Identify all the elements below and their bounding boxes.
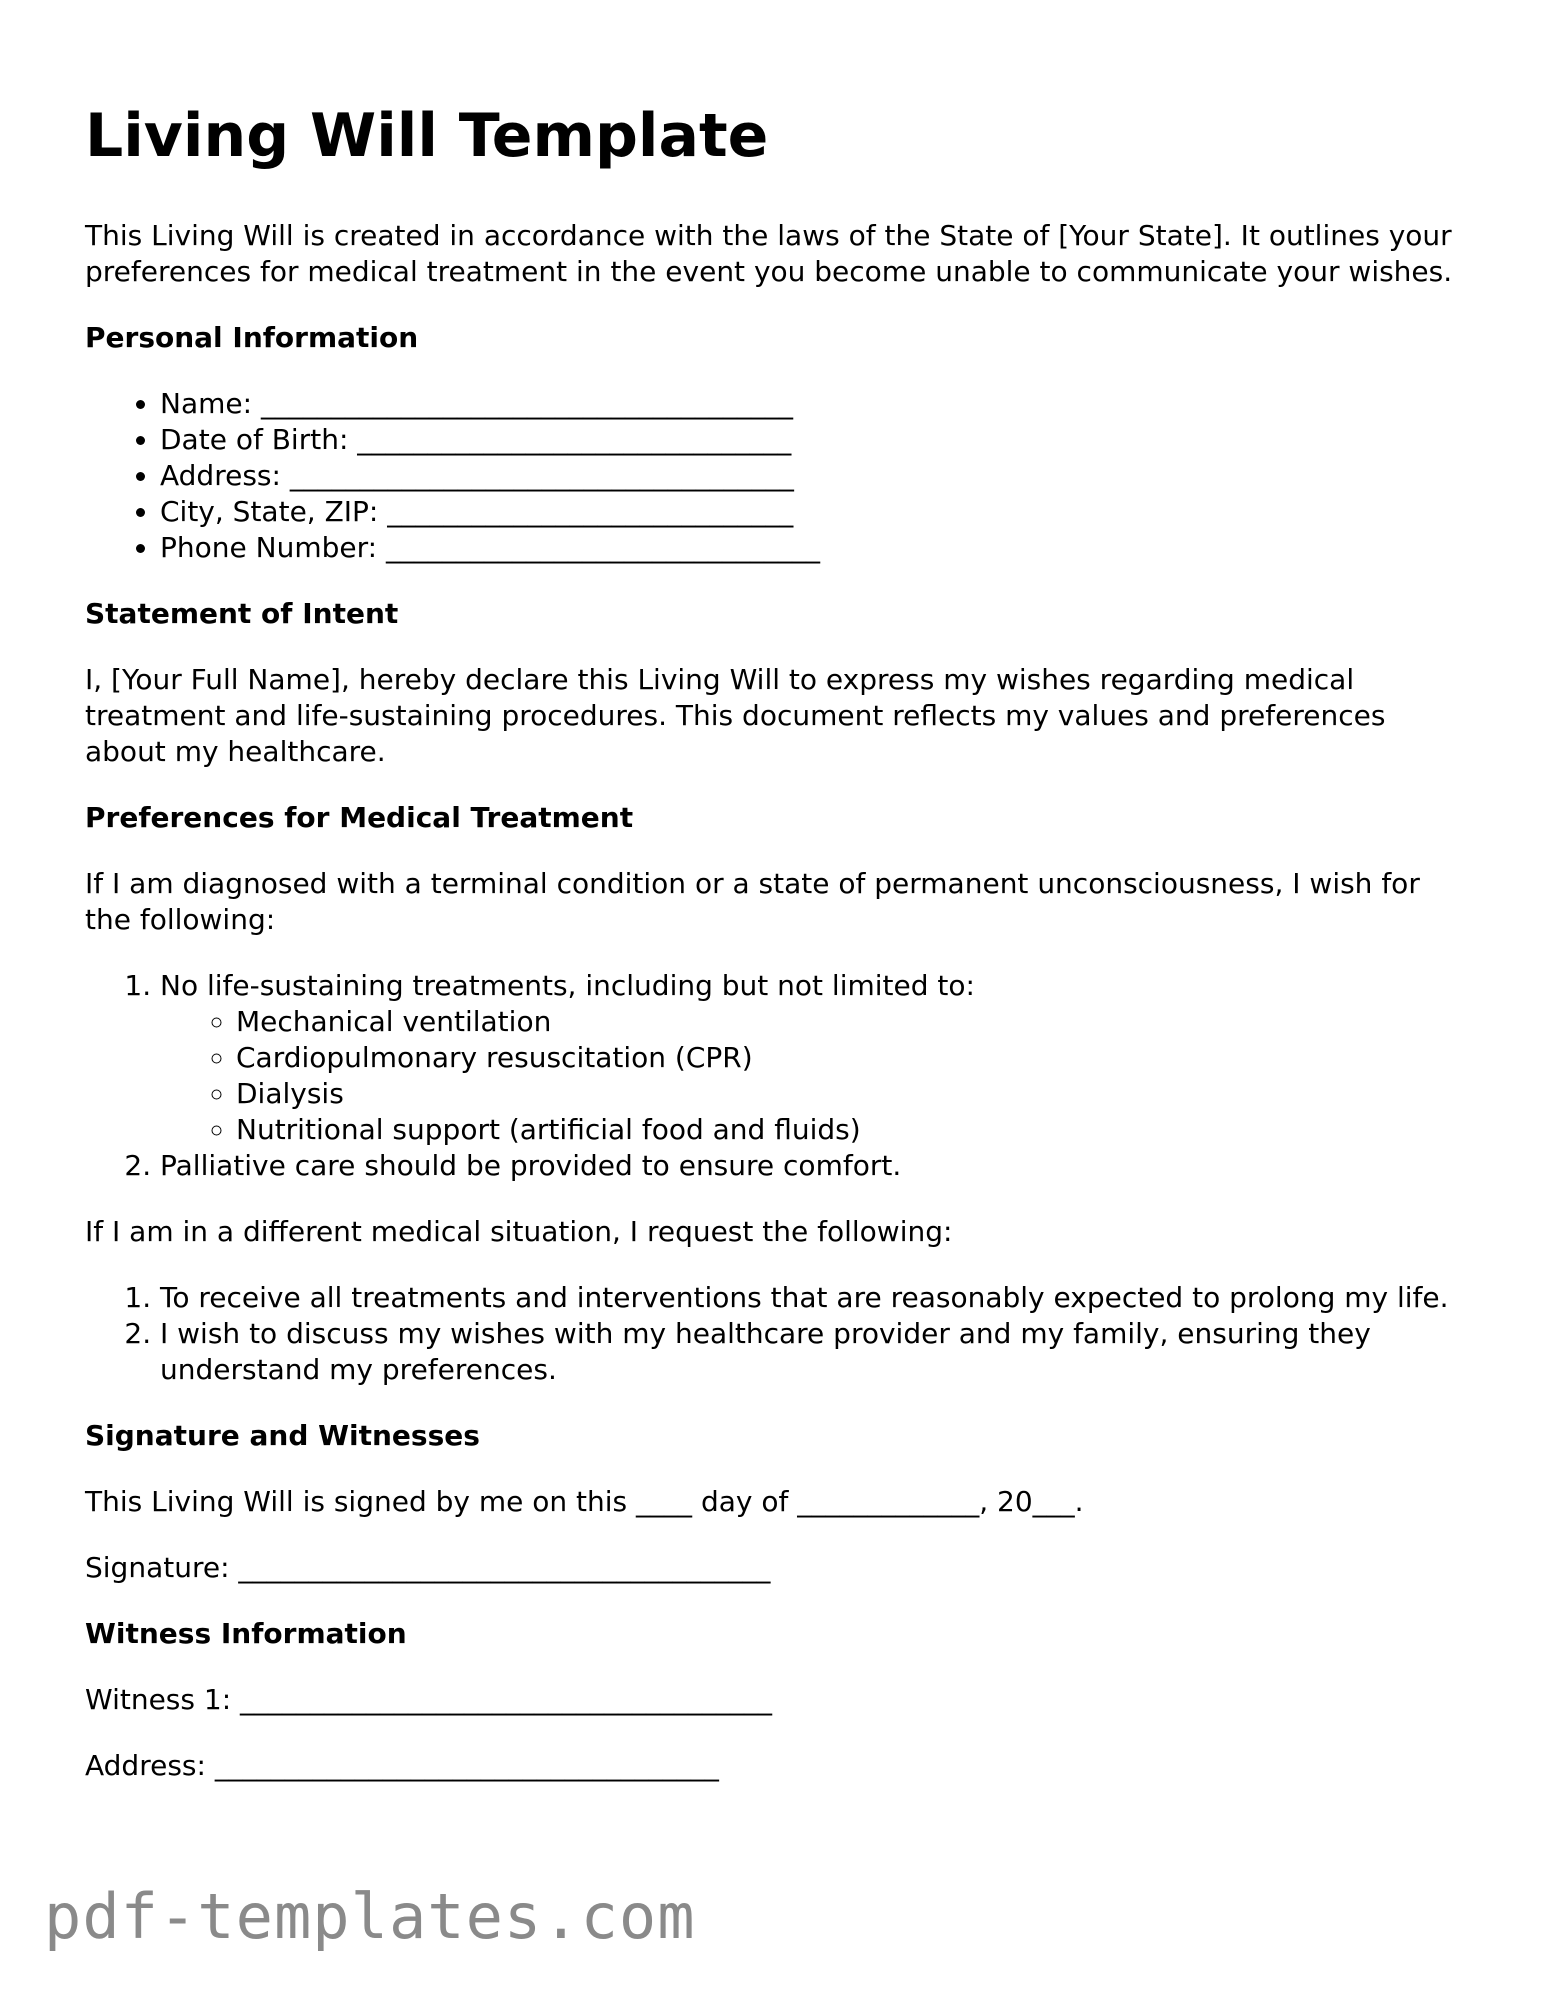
personal-info-heading: Personal Information xyxy=(85,321,419,354)
list-item: 2. Palliative care should be provided to ensure comfort. xyxy=(160,1148,1465,1184)
name-field: • Name: ______________________________________ xyxy=(160,386,1465,422)
sub-list-item: ◦ Cardiopulmonary resuscitation (CPR) xyxy=(236,1040,1465,1076)
address-field: • Address: ____________________________________ xyxy=(160,458,1465,494)
signature-line: Signature: ______________________________________ xyxy=(85,1551,771,1584)
witness-line: Witness 1: ______________________________________ xyxy=(85,1683,773,1716)
preferences-heading: Preferences for Medical Treatment xyxy=(85,801,634,834)
witness-address-line: Address: ____________________________________ xyxy=(85,1749,719,1782)
city-state-zip-field: • City, State, ZIP: _____________________________ xyxy=(160,494,1465,530)
witness-heading: Witness Information xyxy=(85,1617,407,1650)
list-item-text: No life-sustaining treatments, including but not limited to: xyxy=(160,969,975,1002)
sub-list-item: ◦ Mechanical ventilation xyxy=(236,1004,1465,1040)
list-item xyxy=(160,968,1465,1148)
document-page xyxy=(85,100,1465,1814)
treatment-sub-list xyxy=(160,1004,1465,1148)
document-title: Living Will Template xyxy=(85,101,769,171)
date-of-birth-field: • Date of Birth: _______________________________ xyxy=(160,422,1465,458)
signature-heading: Signature and Witnesses xyxy=(85,1419,480,1452)
terminal-condition-intro: If I am diagnosed with a terminal condition or a state of permanent unconsciousness, I wish for the following: xyxy=(85,867,1420,936)
signature-date-line: This Living Will is signed by me on this ____ day of _____________, 20___. xyxy=(85,1485,1084,1518)
intro-paragraph: This Living Will is created in accordance with the laws of the State of [Your State]. It outlines your preferences for medical treatment in the event you become unable to communicate your wishes. xyxy=(85,219,1453,288)
list-item: 2. I wish to discuss my wishes with my healthcare provider and my family, ensuring they understand my preferences. xyxy=(160,1316,1465,1388)
sub-list-item: ◦ Nutritional support (artificial food and fluids) xyxy=(236,1112,1465,1148)
statement-of-intent-heading: Statement of Intent xyxy=(85,597,399,630)
personal-info-list xyxy=(85,386,1465,566)
phone-number-field: • Phone Number: _______________________________ xyxy=(160,530,1465,566)
sub-list-item: ◦ Dialysis xyxy=(236,1076,1465,1112)
statement-of-intent-text: I, [Your Full Name], hereby declare this Living Will to express my wishes regarding medical treatment and life-sustaining procedures. This document reflects my values and preferences about my healthcare. xyxy=(85,663,1386,768)
other-situation-list xyxy=(85,1280,1465,1388)
watermark-text: pdf-templates.com xyxy=(44,1880,696,1953)
other-situation-intro: If I am in a different medical situation, I request the following: xyxy=(85,1215,953,1248)
list-item: 1. To receive all treatments and interventions that are reasonably expected to prolong my life. xyxy=(160,1280,1465,1316)
terminal-condition-list xyxy=(85,968,1465,1184)
